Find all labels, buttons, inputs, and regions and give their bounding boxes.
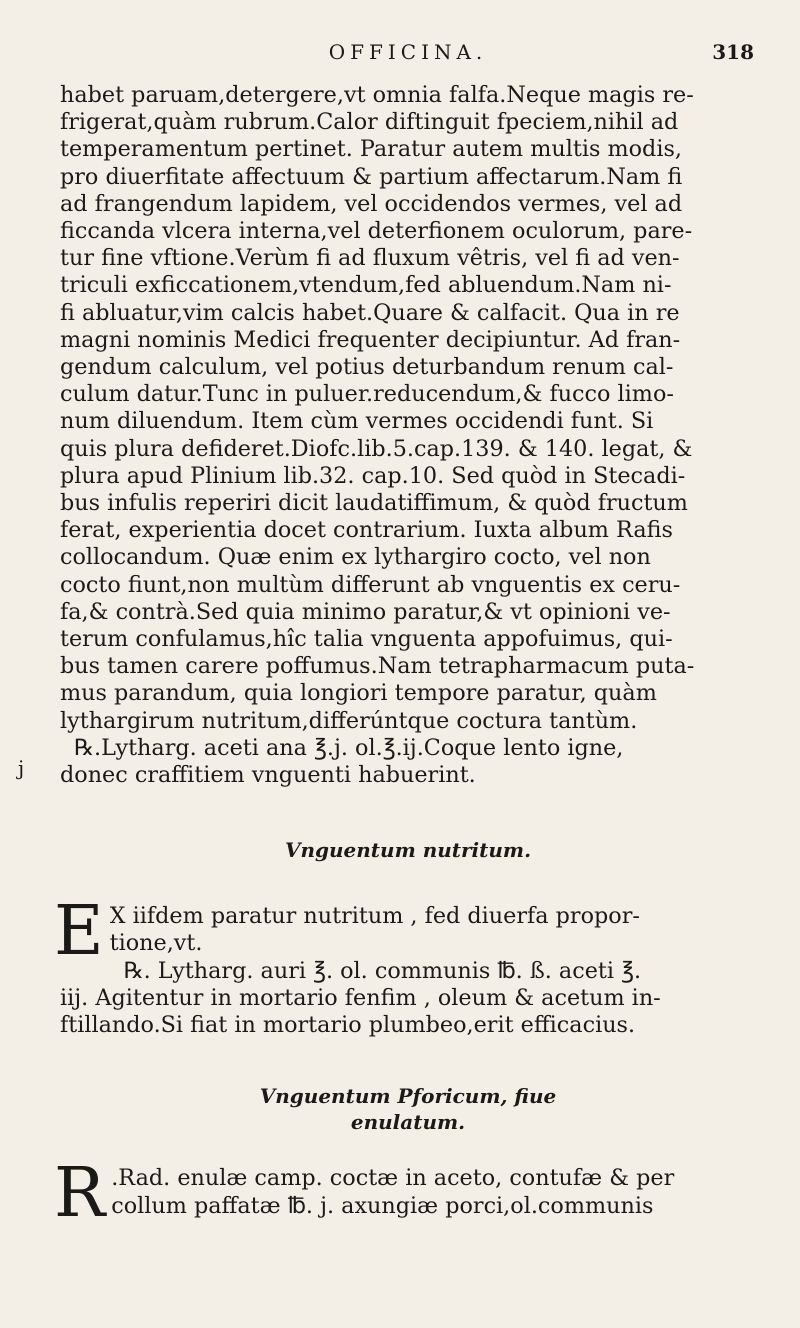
recipe-line: ℞.Lytharg. aceti ana ℥.j. ol.℥.ij.Coque lento igne, xyxy=(74,734,624,761)
text-line: frigerat,quàm rubrum.Calor diftinguit fpeciem,nihil ad xyxy=(60,109,679,136)
drop-cap: E xyxy=(54,892,104,972)
text-line: bus tamen carere poffumus.Nam tetrapharmacum puta- xyxy=(60,653,695,680)
page-number: 318 xyxy=(712,40,754,64)
text-line: fi abluatur,vim calcis habet.Quare & calfacit. Qua in re xyxy=(60,299,680,326)
text-line: tione,vt. xyxy=(109,930,203,957)
text-line: temperamentum pertinet. Paratur autem multis modis, xyxy=(60,136,682,163)
section-heading xyxy=(60,1083,756,1135)
text-line: terum confulamus,hîc talia vnguenta appofuimus, qui- xyxy=(60,626,673,653)
drop-cap: R xyxy=(54,1154,106,1234)
page-header xyxy=(60,40,756,82)
text-line: num diluendum. Item cùm vermes occidendi funt. Si xyxy=(60,408,654,435)
text-line: ficcanda vlcera interna,vel deterfionem oculorum, pare- xyxy=(60,218,693,245)
text-line: gendum calculum, vel potius deturbandum renum cal- xyxy=(60,354,674,381)
text-line: X iifdem paratur nutritum , fed diuerfa propor- xyxy=(109,903,640,930)
text-line: cocto fiunt,non multùm differunt ab vnguentis ex ceru- xyxy=(60,571,681,598)
text-line: culum datur.Tunc in puluer.reducendum,& fucco limo- xyxy=(60,381,674,408)
text-line: iij. Agitentur in mortario fenfim , oleum & acetum in- xyxy=(60,984,661,1011)
heading-line: enulatum. xyxy=(350,1110,466,1135)
running-head: OFFICINA. xyxy=(328,40,488,64)
text-line: donec craffitiem vnguenti habuerint. xyxy=(60,762,476,789)
text-line: ftillando.Si fiat in mortario plumbeo,erit efficacius. xyxy=(60,1012,636,1039)
heading-line: Vnguentum nutritum. xyxy=(284,838,532,863)
text-line: tur fine vftione.Verùm fi ad fluxum vêtris, vel fi ad ven- xyxy=(60,245,680,272)
text-line: collocandum. Quæ enim ex lythargiro cocto, vel non xyxy=(60,544,651,571)
section-1-text xyxy=(60,82,756,789)
text-line: magni nominis Medici frequenter decipiuntur. Ad fran- xyxy=(60,326,681,353)
text-line: fa,& contrà.Sed quia minimo paratur,& vt opinioni ve- xyxy=(60,598,671,625)
text-line: mus parandum, quia longiori tempore paratur, quàm xyxy=(60,680,657,707)
text-line: collum paffatæ ℔. j. axungiæ porci,ol.communis xyxy=(111,1192,654,1219)
text-line: .Rad. enulæ camp. coctæ in aceto, contufæ & per xyxy=(111,1165,675,1192)
text-line: quis plura defideret.Diofc.lib.5.cap.139. & 140. legat, & xyxy=(60,435,693,462)
margin-mark: j xyxy=(18,756,25,780)
section-heading xyxy=(60,837,756,863)
heading-line: Vnguentum Pforicum, fiue xyxy=(259,1084,557,1109)
text-line: habet paruam,detergere,vt omnia falfa.Neque magis re- xyxy=(60,82,694,108)
text-line: bus infulis reperiri dicit laudatiffimum, & quòd fructum xyxy=(60,490,688,517)
text-line: plura apud Plinium lib.32. cap.10. Sed quòd in Stecadi- xyxy=(60,462,686,489)
text-line: ferat, experientia docet contrarium. Iuxta album Rafis xyxy=(60,517,673,544)
text-line: triculi exficcationem,vtendum,fed abluendum.Nam ni- xyxy=(60,272,672,299)
section-2-text xyxy=(54,892,756,1039)
text-line: lythargirum nutritum,differúntque coctura tantùm. xyxy=(60,707,638,734)
recipe-line: ℞. Lytharg. auri ℥. ol. communis ℔. ß. aceti ℥. xyxy=(123,957,642,984)
text-line: pro diuerfitate affectuum & partium affectarum.Nam fi xyxy=(60,163,683,190)
text-line: ad frangendum lapidem, vel occidendos vermes, vel ad xyxy=(60,190,683,217)
section-3-text xyxy=(54,1154,756,1234)
